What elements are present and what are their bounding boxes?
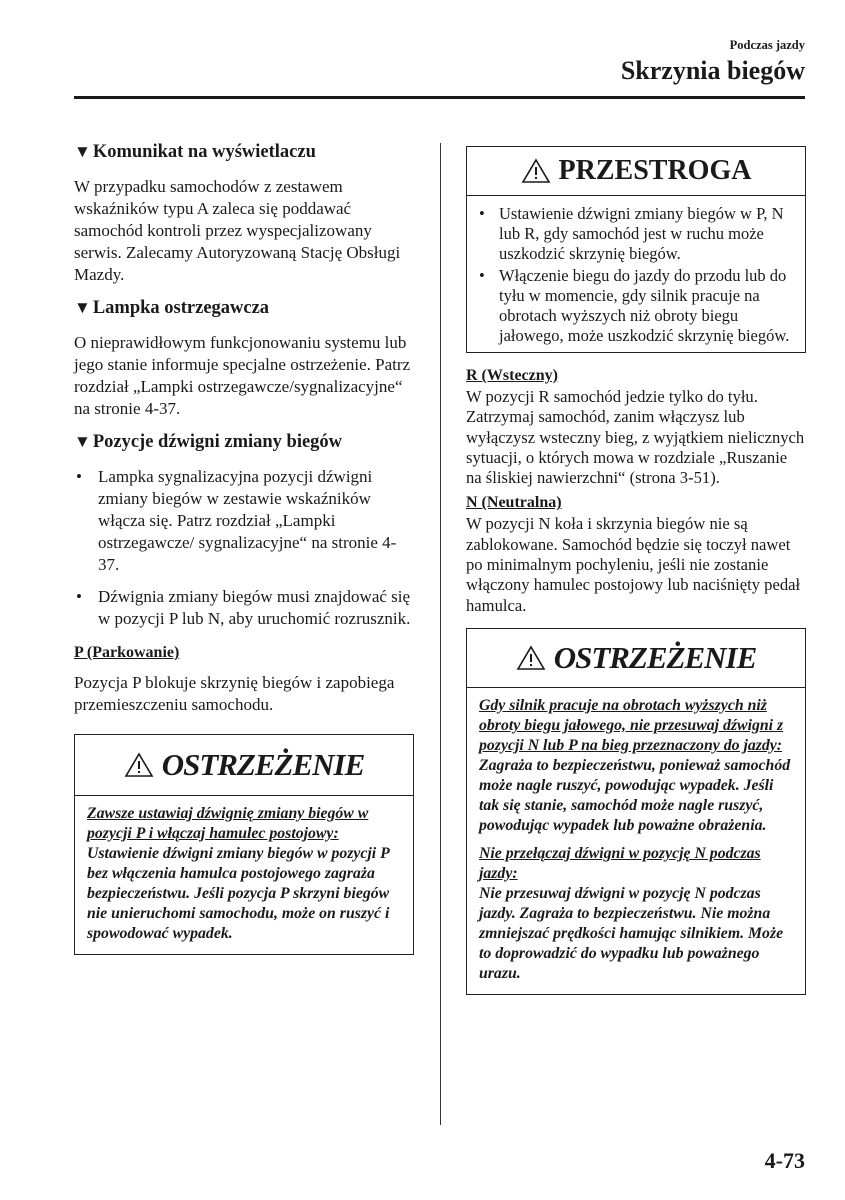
warning-lead: Nie przełączaj dźwigni w pozycję N podczas jazdy:	[479, 844, 761, 882]
paragraph-park: Pozycja P blokuje skrzynię biegów i zapobiega przemieszczeniu samochodu.	[74, 673, 395, 714]
heading-warning-lamp: ▼ Lampka ostrzegawcza	[74, 298, 270, 318]
paragraph-neutral: W pozycji N koła i skrzynia biegów nie są zablokowane. Samochód będzie się toczył nawet po minimalnym pochyleniu, jeśli nie zostanie włączony hamulec postojowy lub naciśnięty pedał hamulca.	[466, 514, 801, 615]
bullet-icon: •	[76, 467, 82, 486]
warning-box-body	[75, 796, 413, 954]
column-divider	[440, 143, 441, 1125]
warning-box-header	[75, 735, 413, 796]
warning-text: Nie przesuwaj dźwigni w pozycję N podczas jazdy. Zagraża to bezpieczeństwu. Nie można zmniejszać prędkości hamując silnikiem. Może to doprowadzić do wypadku lub poważnego urazu.	[479, 884, 784, 982]
caution-list	[477, 204, 795, 346]
paragraph-reverse: W pozycji R samochód jedzie tylko do tyłu. Zatrzymaj samochód, zanim włączysz lub wyłączysz wsteczny bieg, z wyjątkiem nielicznych sytuacji, o których mowa w rozdziale „Ruszanie na śliskiej nawierzchni“ (strona 3-51).	[466, 387, 805, 488]
warning-title: OSTRZEŻENIE	[161, 747, 365, 782]
warning-lead: Gdy silnik pracuje na obrotach wyższych niż obroty biegu jałowego, nie przesuwaj dźwigni z pozycji N lub P na bieg przeznaczony do jazdy:	[479, 696, 784, 754]
running-header-section: Podczas jazdy	[729, 38, 805, 52]
triangle-bullet-icon: ▼	[74, 142, 91, 161]
warning-box-body	[467, 688, 805, 994]
list-item: • Ustawienie dźwigni zmiany biegów w P, N lub R, gdy samochód jest w ruchu może uszkodzić skrzynię biegów.	[479, 204, 784, 263]
caution-title: PRZESTROGA	[558, 155, 752, 186]
subheading-park: P (Parkowanie)	[74, 644, 180, 661]
page-title: Skrzynia biegów	[620, 56, 805, 85]
bullet-icon: •	[479, 204, 485, 223]
right-column	[466, 146, 806, 995]
triangle-bullet-icon: ▼	[74, 432, 91, 451]
heading-lever-positions: ▼ Pozycje dźwigni zmiany biegów	[74, 432, 343, 452]
header-rule	[74, 96, 805, 99]
warning-title: OSTRZEŻENIE	[553, 639, 757, 675]
triangle-bullet-icon: ▼	[74, 298, 91, 317]
subheading-reverse: R (Wsteczny)	[466, 367, 558, 384]
subheading-neutral: N (Neutralna)	[466, 494, 562, 512]
warning-box-neutral	[466, 628, 806, 995]
caution-box-body	[467, 196, 805, 352]
lever-position-list	[74, 466, 414, 630]
warning-box-park	[74, 734, 414, 955]
warning-box-header	[467, 629, 805, 688]
caution-box-header	[467, 147, 805, 196]
left-column	[74, 140, 414, 955]
warning-triangle-icon	[124, 752, 154, 778]
page-number: 4-73	[764, 1148, 805, 1173]
caution-box	[466, 146, 806, 353]
list-item: • Dźwignia zmiany biegów musi znajdować się w pozycji P lub N, aby uruchomić rozrusznik.	[76, 587, 411, 628]
list-item: • Lampka sygnalizacyjna pozycji dźwigni zmiany biegów w zestawie wskaźników włącza się. Patrz rozdział „Lampki ostrzegawcze/ sygnalizacyjne“ na stronie 4-37.	[76, 467, 397, 574]
bullet-icon: •	[479, 266, 485, 285]
paragraph-warning-lamp: O nieprawidłowym funkcjonowaniu systemu lub jego stanie informuje specjalne ostrzeżenie. Patrz rozdział „Lampki ostrzegawcze/sygnalizacyjne“ na stronie 4-37.	[74, 333, 411, 418]
heading-display-message: ▼ Komunikat na wyświetlaczu	[74, 142, 316, 162]
bullet-icon: •	[76, 587, 82, 606]
list-item: • Włączenie biegu do jazdy do przodu lub do tyłu w momencie, gdy silnik pracuje na obrotach wyższych niż obroty biegu jałowego, może uszkodzić skrzynię biegów.	[479, 266, 790, 345]
warning-triangle-icon	[516, 645, 546, 671]
caution-triangle-icon	[521, 158, 551, 184]
warning-lead: Zawsze ustawiaj dźwignię zmiany biegów w pozycji P i włączaj hamulec postojowy:	[87, 805, 369, 842]
warning-text: Ustawienie dźwigni zmiany biegów w pozycji P bez włączenia hamulca postojowego zagraża bezpieczeństwu. Jeśli pozycja P skrzyni biegów nie unieruchomi samochodu, może on ruszyć i spowodować wypadek.	[87, 845, 390, 942]
warning-text: Zagraża to bezpieczeństwu, ponieważ samochód może nagle ruszyć, powodując wypadek. Jeśli tak się stanie, samochód może nagle ruszyć, powodując wypadek lub poważne obrażenia.	[479, 756, 791, 834]
paragraph-display-message: W przypadku samochodów z zestawem wskaźników typu A zaleca się poddawać samochód kontroli przez wyspecjalizowany serwis. Zalecamy Autoryzowaną Stację Obsługi Mazdy.	[74, 177, 401, 284]
